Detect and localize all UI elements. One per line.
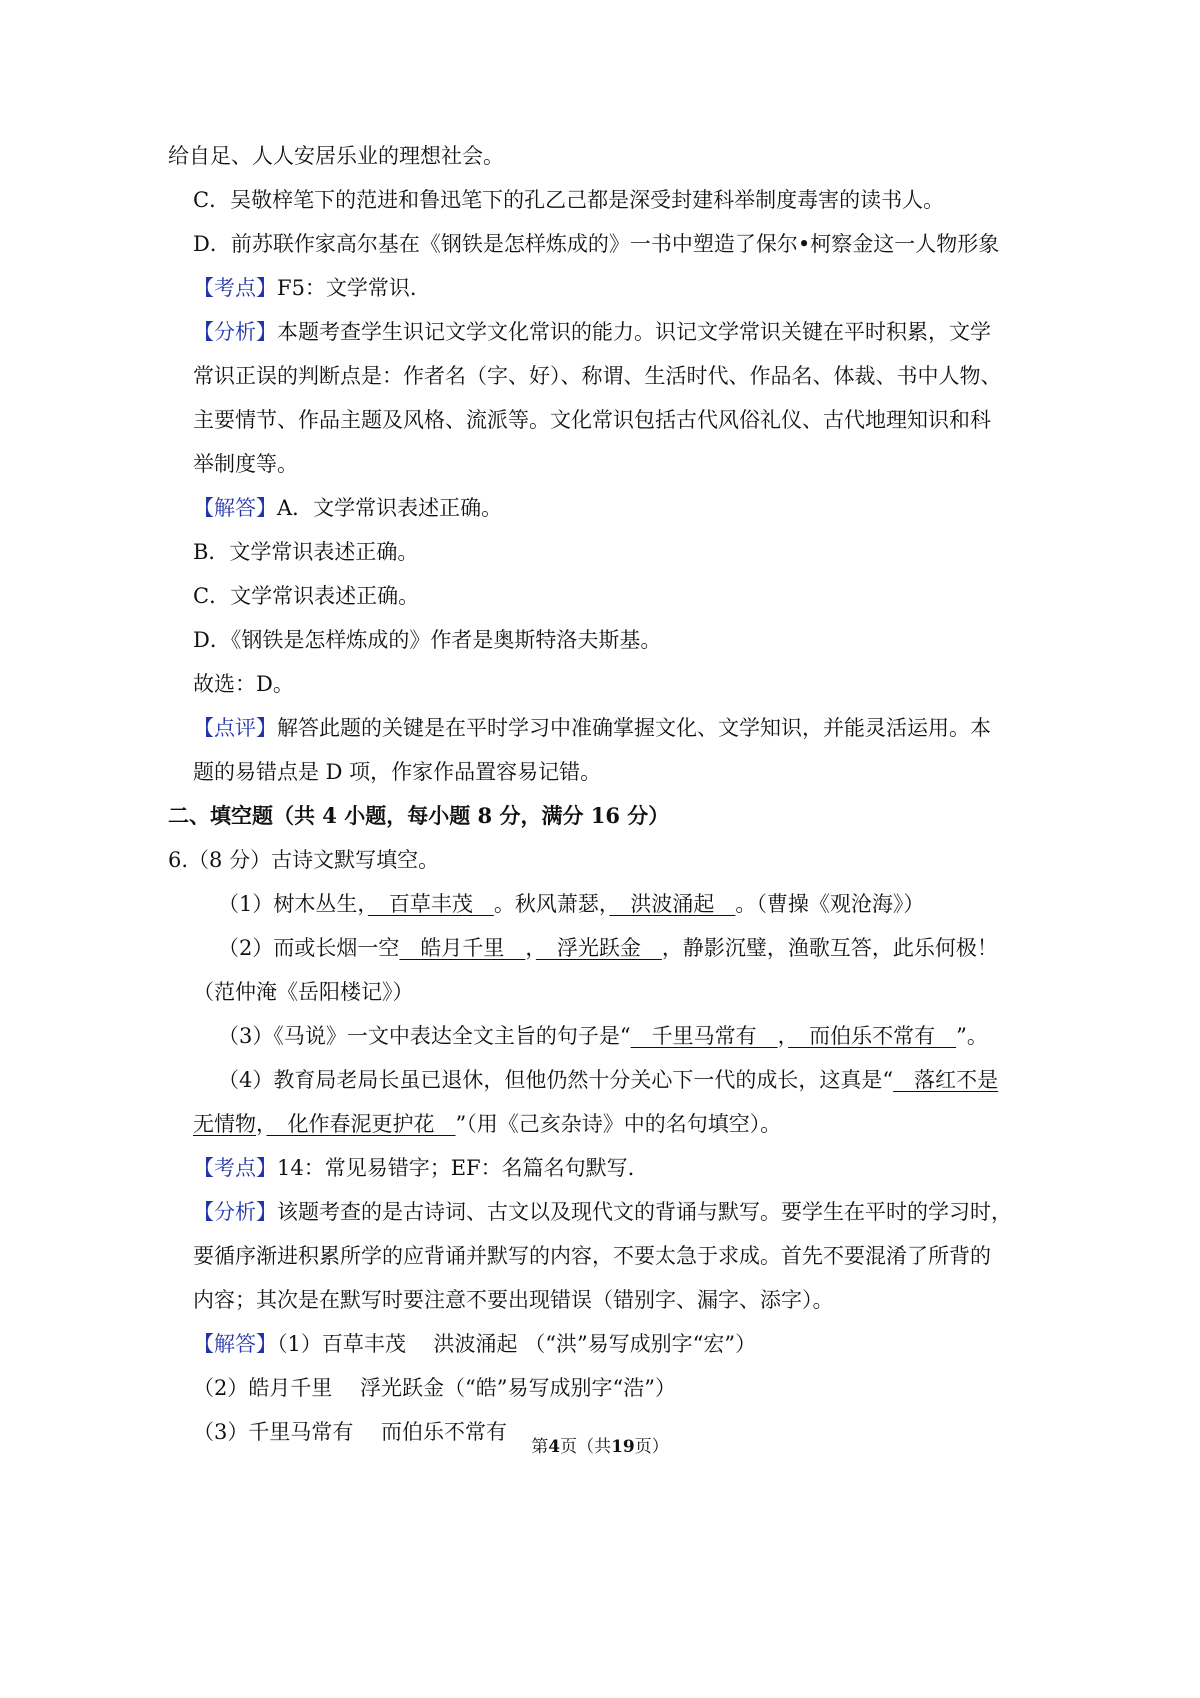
fenxi-label: 【分析】 xyxy=(193,320,277,344)
text: 。（曹操《观沧海》） xyxy=(735,892,925,916)
text: 举制度等。 xyxy=(193,452,298,476)
option-c xyxy=(193,185,944,215)
kaodian-line xyxy=(193,1153,634,1183)
text: D．《钢铁是怎样炼成的》作者是奥斯特洛夫斯基。 xyxy=(193,628,662,652)
paragraph-line xyxy=(193,757,601,787)
page-number: 4 xyxy=(548,1437,561,1457)
total-pages: 19 xyxy=(611,1437,635,1457)
paragraph-line xyxy=(168,141,504,171)
blank-item-4-cont xyxy=(193,1109,781,1139)
fill-blank-answer: 而伯乐不常有 xyxy=(788,1024,957,1048)
fill-blank-answer: 化作春泥更护花 xyxy=(266,1112,456,1136)
dianping-label: 【点评】 xyxy=(193,716,277,740)
text: 本题考查学生识记文学文化常识的能力。识记文学常识关键在平时积累，文学 xyxy=(277,320,991,344)
text: （4）教育局老局长虽已退休，但他仍然十分关心下一代的成长，这真是“ xyxy=(218,1068,894,1092)
blank-item-3 xyxy=(218,1021,988,1051)
text: 14：常见易错字；EF：名篇名句默写. xyxy=(277,1156,635,1180)
text: 内容；其次是在默写时要注意不要出现错误（错别字、漏字、添字）。 xyxy=(193,1288,834,1312)
section-heading xyxy=(168,801,669,831)
text: B．文学常识表述正确。 xyxy=(193,540,419,564)
fill-blank-answer: 浮光跃金 xyxy=(535,936,662,960)
paragraph-line xyxy=(193,361,1002,391)
question-6 xyxy=(168,845,439,875)
fenxi-label: 【分析】 xyxy=(193,1200,277,1224)
text: ， xyxy=(777,1024,789,1048)
dianping-line xyxy=(193,713,991,743)
footer-text: 页） xyxy=(634,1437,669,1457)
text: F5：文学常识. xyxy=(277,276,417,300)
paragraph-line xyxy=(193,405,991,435)
text: 题的易错点是 D 项，作家作品置容易记错。 xyxy=(193,760,602,784)
text: （1）树木丛生， xyxy=(218,892,368,916)
paragraph-line xyxy=(193,1241,991,1271)
source-line xyxy=(193,977,414,1007)
blank-item-2 xyxy=(218,933,998,963)
text: （2）皓月千里 浮光跃金（“皓”易写成别字“浩”） xyxy=(193,1376,676,1400)
text: （1）百草丰茂 洪波涌起 （“洪”易写成别字“宏”） xyxy=(277,1332,757,1356)
text: 二、填空题（共 4 小题，每小题 8 分，满分 16 分） xyxy=(168,803,670,828)
text: 解答此题的关键是在平时学习中准确掌握文化、文学知识，并能灵活运用。本 xyxy=(277,716,991,740)
text: A．文学常识表述正确。 xyxy=(277,496,503,520)
kaodian-label: 【考点】 xyxy=(193,276,277,300)
text: D．前苏联作家高尔基在《钢铁是怎样炼成的》一书中塑造了保尔•柯察金这一人物形象 xyxy=(193,232,1000,256)
text: 该题考查的是古诗词、古文以及现代文的背诵与默写。要学生在平时的学习时， xyxy=(277,1200,1012,1224)
text: 主要情节、作品主题及风格、流派等。文化常识包括古代风俗礼仪、古代地理知识和科 xyxy=(193,408,991,432)
text: 故选：D。 xyxy=(193,672,294,696)
text: ”（用《己亥杂诗》中的名句填空）。 xyxy=(455,1112,782,1136)
text: （3）千里马常有 而伯乐不常有 xyxy=(193,1420,508,1444)
text: 。秋风萧瑟， xyxy=(493,892,610,916)
fill-blank-answer: 洪波涌起 xyxy=(609,892,736,916)
jieda-line xyxy=(193,1329,756,1359)
kaodian-label: 【考点】 xyxy=(193,1156,277,1180)
text: ， xyxy=(256,1112,267,1136)
answer-line xyxy=(193,1373,676,1403)
text: ， xyxy=(525,936,536,960)
footer-text: 页（共 xyxy=(560,1437,612,1457)
text: （范仲淹《岳阳楼记》） xyxy=(193,980,414,1004)
text: （3）《马说》一文中表达全文主旨的句子是“ xyxy=(218,1024,631,1048)
fenxi-line xyxy=(193,317,991,347)
jieda-line xyxy=(193,493,502,523)
text: ”。 xyxy=(956,1024,988,1048)
blank-item-4 xyxy=(218,1065,998,1095)
footer-text: 第 xyxy=(531,1437,549,1457)
text: ，静影沉璧，渔歌互答，此乐何极！ xyxy=(661,936,998,960)
paragraph-line xyxy=(193,1285,834,1315)
answer-line xyxy=(193,581,419,611)
text: C．文学常识表述正确。 xyxy=(193,584,420,608)
fenxi-line xyxy=(193,1197,1012,1227)
kaodian-line xyxy=(193,273,417,303)
answer-line xyxy=(193,537,418,567)
answer-line xyxy=(193,669,294,699)
page-footer xyxy=(0,1432,1200,1457)
option-d xyxy=(193,229,999,259)
fill-blank-answer: 落红不是 xyxy=(893,1068,999,1092)
text: 给自足、人人安居乐业的理想社会。 xyxy=(168,144,504,168)
fill-blank-answer: 无情物 xyxy=(193,1112,256,1136)
text: 6.（8 分）古诗文默写填空。 xyxy=(168,848,440,872)
text: （2）而或长烟一空 xyxy=(218,936,400,960)
fill-blank-answer: 皓月千里 xyxy=(399,936,526,960)
text: 要循序渐进积累所学的应背诵并默写的内容，不要太急于求成。首先不要混淆了所背的 xyxy=(193,1244,991,1268)
blank-item-1 xyxy=(218,889,924,919)
text: C．吴敬梓笔下的范进和鲁迅笔下的孔乙己都是深受封建科举制度毒害的读书人。 xyxy=(193,188,945,212)
fill-blank-answer: 百草丰茂 xyxy=(367,892,494,916)
fill-blank-answer: 千里马常有 xyxy=(630,1024,778,1048)
answer-line xyxy=(193,625,661,655)
text: 常识正误的判断点是：作者名（字、好）、称谓、生活时代、作品名、体裁、书中人物、 xyxy=(193,364,1002,388)
jieda-label: 【解答】 xyxy=(193,1332,277,1356)
paragraph-line xyxy=(193,449,298,479)
jieda-label: 【解答】 xyxy=(193,496,277,520)
